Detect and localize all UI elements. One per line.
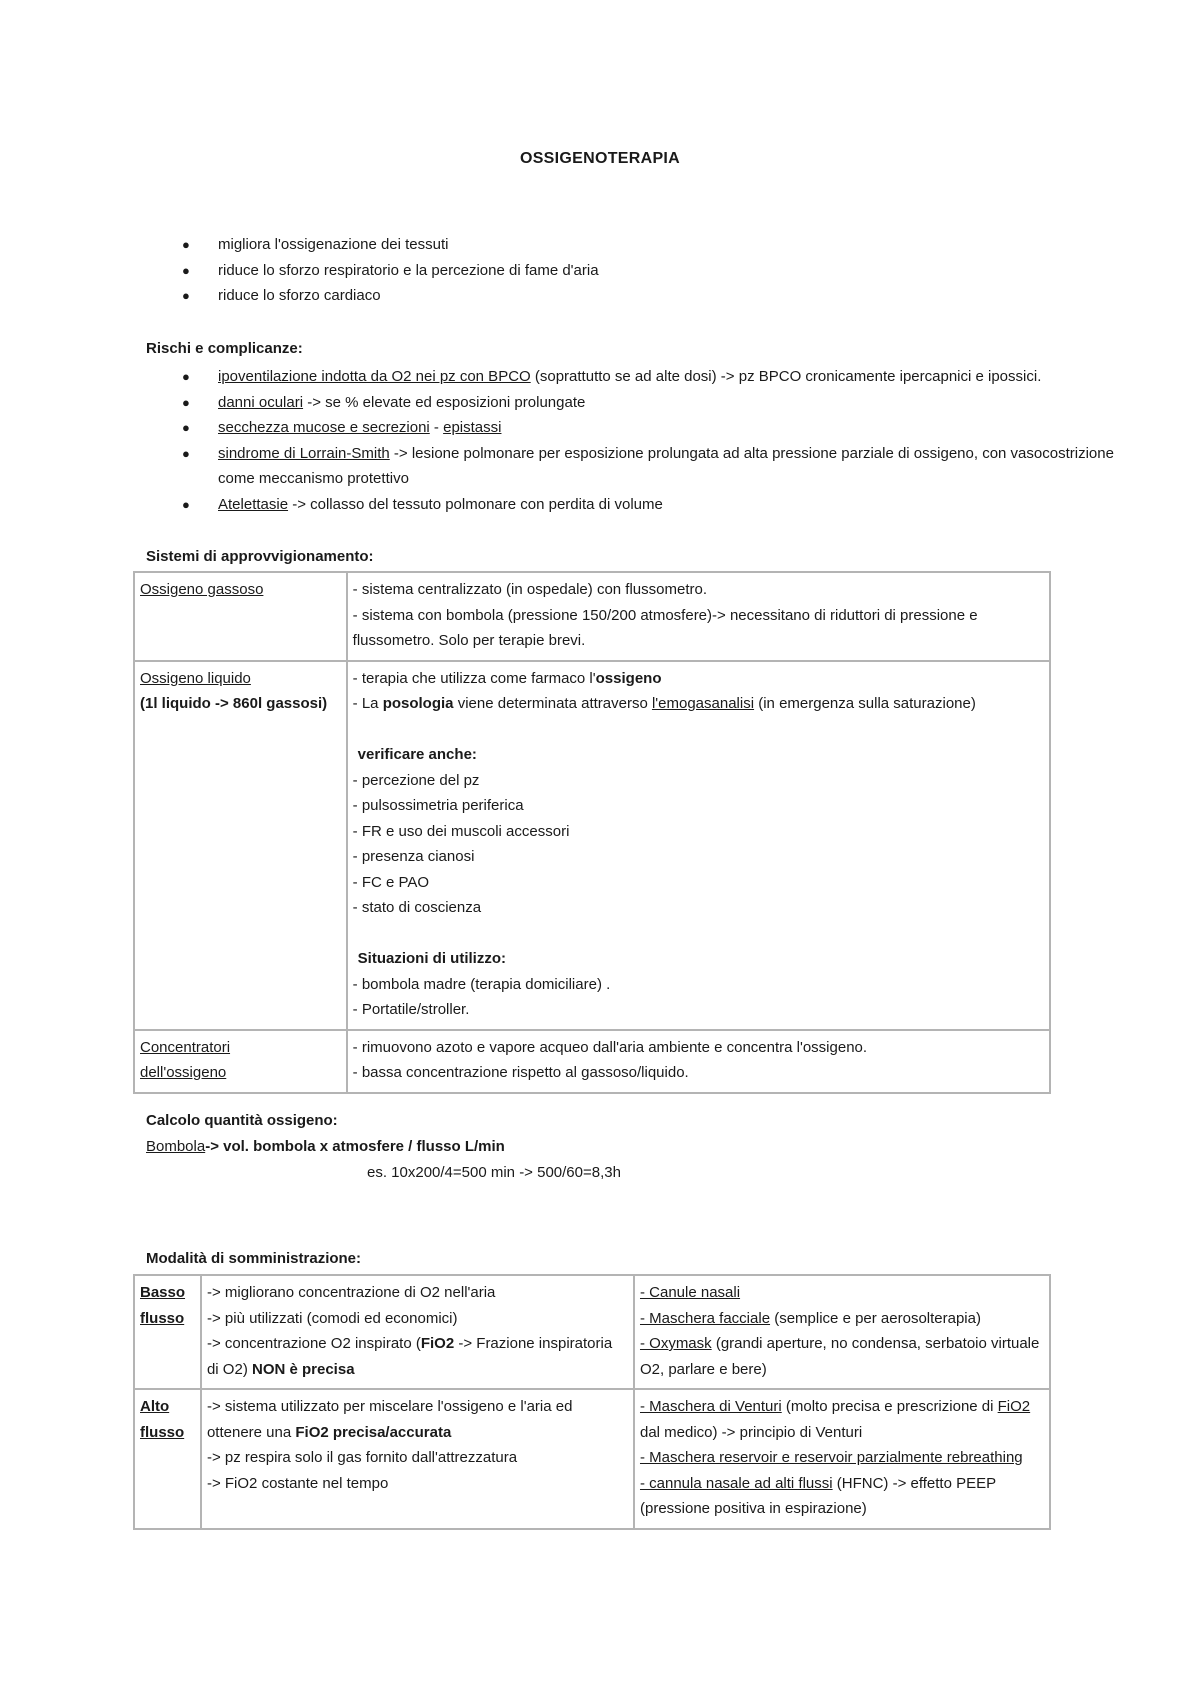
list-item: ● riduce lo sforzo respiratorio e la percezione di fame d'aria	[182, 258, 1122, 284]
check-heading: verificare anche:	[357, 746, 477, 763]
table-row	[134, 1389, 1050, 1529]
risks-list	[182, 364, 1122, 517]
table-cell: - rimuovono azoto e vapore acqueo dall'aria ambiente e concentra l'ossigeno. - bassa concentrazione rispetto al gassoso/liquido.	[347, 1030, 1050, 1093]
table-row	[134, 661, 1050, 1030]
use-heading: Situazioni di utilizzo:	[357, 950, 506, 967]
table-row	[134, 572, 1050, 661]
bullet-icon: ●	[182, 496, 190, 512]
list-item: ● ipoventilazione indotta da O2 nei pz con BPCO (soprattutto se ad alte dosi) -> pz BPCO cronicamente ipercapnici e ipossici.	[182, 364, 1122, 390]
bullet-icon: ●	[182, 420, 190, 435]
table-cell: - Maschera di Venturi (molto precisa e prescrizione di FiO2 dal medico) -> principio di Venturi - Maschera reservoir e reservoir parzialmente rebreathing - cannula nasale ad alti flussi (HFNC) -> effetto PEEP (pressione positiva in espirazione)	[634, 1389, 1050, 1529]
list-item: ● riduce lo sforzo cardiaco	[182, 283, 1122, 309]
table-cell: - sistema centralizzato (in ospedale) con flussometro. - sistema con bombola (pressione 150/200 atmosfere)-> necessitano di riduttori di pressione e flussometro. Solo per terapie brevi.	[347, 572, 1050, 661]
page-title: OSSIGENOTERAPIA	[519, 150, 681, 167]
supply-table	[133, 571, 1051, 1094]
admin-table	[133, 1274, 1051, 1530]
bullet-icon: ●	[182, 369, 190, 384]
table-cell: Ossigeno liquido (1l liquido -> 860l gassosi)	[134, 661, 347, 1030]
table-cell: - Canule nasali - Maschera facciale (semplice e per aerosolterapia) - Oxymask (grandi aperture, no condensa, serbatoio virtuale O2, parlare e bere)	[634, 1275, 1050, 1389]
supply-heading: Sistemi di approvvigionamento:	[146, 548, 374, 565]
table-cell: Concentratori dell'ossigeno	[134, 1030, 347, 1093]
calc-formula: Bombola-> vol. bombola x atmosfere / flusso L/min	[146, 1138, 505, 1155]
bullet-icon: ●	[182, 237, 190, 252]
list-item: ● Atelettasie -> collasso del tessuto polmonare con perdita di volume	[182, 492, 1122, 518]
table-row	[134, 1275, 1050, 1389]
table-cell: Basso flusso	[134, 1275, 201, 1389]
table-cell: Alto flusso	[134, 1389, 201, 1529]
bullet-icon: ●	[182, 288, 190, 303]
list-item: ● danni oculari -> se % elevate ed esposizioni prolungate	[182, 390, 1122, 416]
table-cell: -> sistema utilizzato per miscelare l'ossigeno e l'aria ed ottenere una FiO2 precisa/accurata -> pz respira solo il gas fornito dall'attrezzatura -> FiO2 costante nel tempo	[201, 1389, 634, 1529]
calc-heading: Calcolo quantità ossigeno:	[146, 1112, 338, 1129]
list-item: ● migliora l'ossigenazione dei tessuti	[182, 232, 1122, 258]
bullet-icon: ●	[182, 394, 190, 410]
risks-heading: Rischi e complicanze:	[146, 340, 303, 357]
calc-example: es. 10x200/4=500 min -> 500/60=8,3h	[367, 1164, 621, 1181]
list-item: ● secchezza mucose e secrezioni - epistassi	[182, 415, 1122, 441]
table-cell: -> migliorano concentrazione di O2 nell'aria -> più utilizzati (comodi ed economici) -> concentrazione O2 inspirato (FiO2 -> Frazione inspiratoria di O2) NON è precisa	[201, 1275, 634, 1389]
bullet-icon: ●	[182, 262, 190, 278]
benefits-list	[182, 232, 1122, 309]
admin-heading: Modalità di somministrazione:	[146, 1250, 362, 1267]
list-item: ● sindrome di Lorrain-Smith -> lesione polmonare per esposizione prolungata ad alta pressione parziale di ossigeno, con vasocostrizione come meccanismo protettivo	[182, 441, 1122, 492]
bullet-icon: ●	[182, 445, 190, 461]
table-row	[134, 1030, 1050, 1093]
table-cell: - terapia che utilizza come farmaco l'ossigeno - La posologia viene determinata attraverso l'emogasanalisi (in emergenza sulla saturazione) verificare anche: - percezione del pz - pulsossimetria periferica - FR e uso dei muscoli accessori - presenza cianosi - FC e PAO - stato di coscienza Situazioni di utilizzo: - bombola madre (terapia domiciliare) . - Portatile/stroller.	[347, 661, 1050, 1030]
table-cell: Ossigeno gassoso	[134, 572, 347, 661]
